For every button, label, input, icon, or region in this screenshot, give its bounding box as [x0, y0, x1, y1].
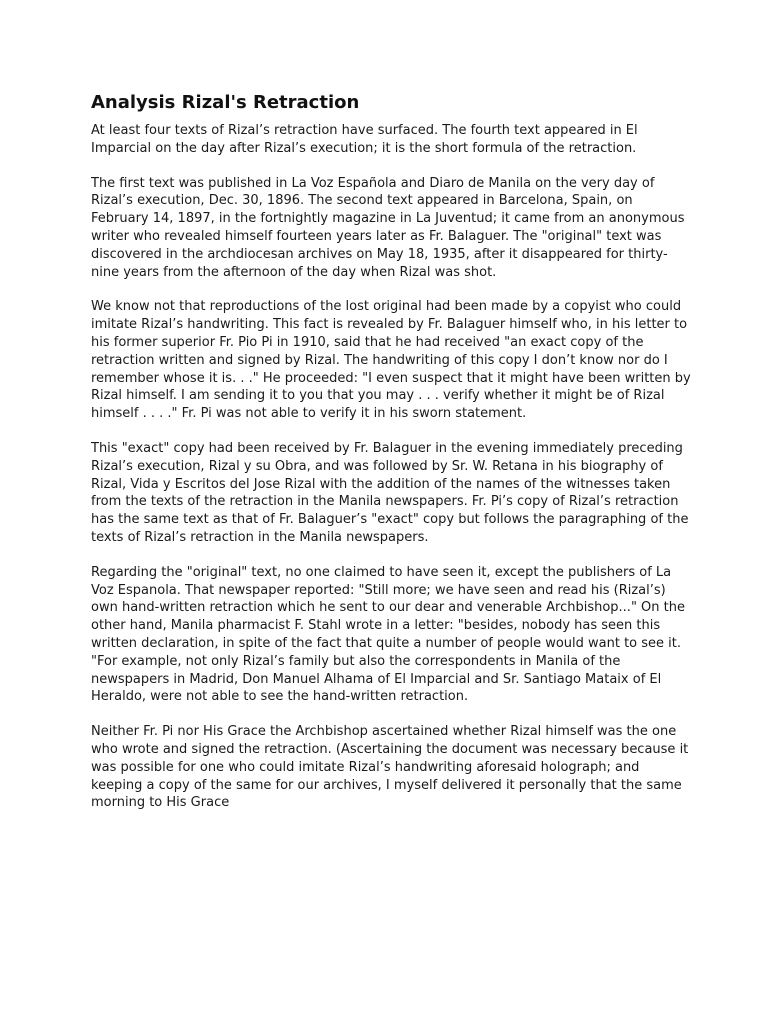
document-page [91, 90, 691, 829]
paragraph-6: Neither Fr. Pi nor His Grace the Archbishop ascertained whether Rizal himself was the one who wrote and signed the retraction. (Ascertaining the document was necessary because it was possible for one who could imitate Rizal’s handwriting aforesaid holograph; and keeping a copy of the same for our archives, I myself delivered it personally that the same morning to His Grace [91, 724, 689, 811]
paragraph-1: At least four texts of Rizal’s retraction have surfaced. The fourth text appeared in El Imparcial on the day after Rizal’s execution; it is the short formula of the retraction. [91, 123, 638, 156]
paragraph-2: The first text was published in La Voz Española and Diaro de Manila on the very day of Rizal’s execution, Dec. 30, 1896. The second text appeared in Barcelona, Spain, on February 14, 1897, in the fortnightly magazine in La Juventud; it came from an anonymous writer who revealed himself fourteen years later as Fr. Balaguer. The "original" text was discovered in the archdiocesan archives on May 18, 1935, after it disappeared for thirty-nine years from the afternoon of the day when Rizal was shot. [91, 175, 685, 280]
document-title: Analysis Rizal's Retraction [91, 92, 360, 113]
paragraph-3: We know not that reproductions of the lost original had been made by a copyist who could imitate Rizal’s handwriting. This fact is revealed by Fr. Balaguer himself who, in his letter to his former superior Fr. Pio Pi in 1910, said that he had received "an exact copy of the retraction written and signed by Rizal. The handwriting of this copy I don’t know nor do I remember whose it is. . ." He proceeded: "I even suspect that it might have been written by Rizal himself. I am sending it to you that you may . . . verify whether it might be of Rizal himself . . . ." Fr. Pi was not able to verify it in his sworn statement. [91, 299, 691, 422]
paragraph-5: Regarding the "original" text, no one claimed to have seen it, except the publishers of La Voz Espanola. That newspaper reported: "Still more; we have seen and read his (Rizal’s) own hand-written retraction which he sent to our dear and venerable Archbishop..." On the other hand, Manila pharmacist F. Stahl wrote in a letter: "besides, nobody has seen this written declaration, in spite of the fact that quite a number of people would want to see it. "For example, not only Rizal’s family but also the correspondents in Manila of the newspapers in Madrid, Don Manuel Alhama of El Imparcial and Sr. Santiago Mataix of El Heraldo, were not able to see the hand-written retraction. [91, 564, 685, 705]
paragraph-4: This "exact" copy had been received by Fr. Balaguer in the evening immediately preceding Rizal’s execution, Rizal y su Obra, and was followed by Sr. W. Retana in his biography of Rizal, Vida y Escritos del Jose Rizal with the addition of the names of the witnesses taken from the texts of the retraction in the Manila newspapers. Fr. Pi’s copy of Rizal’s retraction has the same text as that of Fr. Balaguer’s "exact" copy but follows the paragraphing of the texts of Rizal’s retraction in the Manila newspapers. [91, 440, 689, 545]
